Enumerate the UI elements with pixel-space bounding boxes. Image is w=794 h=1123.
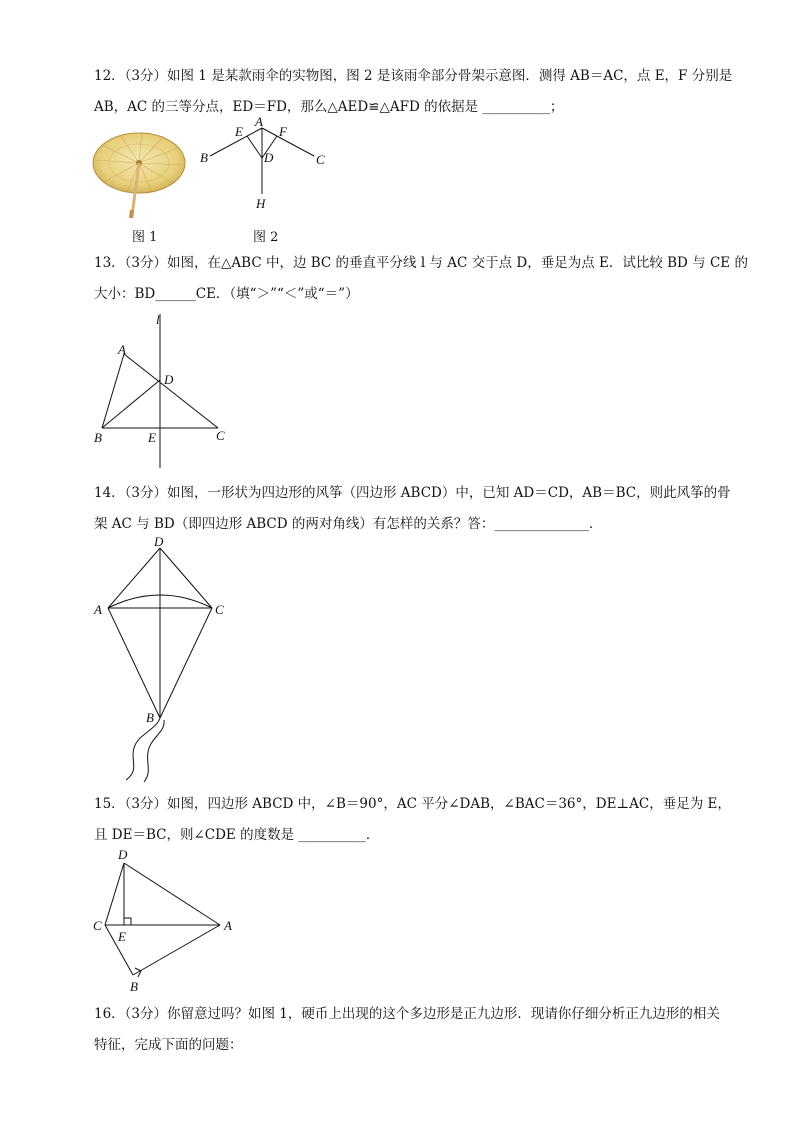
fig1-caption: 图 1 <box>132 230 158 245</box>
triangle-bisector-diagram <box>88 308 238 470</box>
label-D: D <box>264 150 274 165</box>
label-C: C <box>93 918 102 933</box>
label-l: l <box>156 312 160 327</box>
fig2-caption: 图 2 <box>253 230 279 245</box>
umbrella-skeleton-diagram <box>192 112 342 217</box>
label-C: C <box>216 428 225 443</box>
umbrella-photo <box>92 130 192 222</box>
label-B: B <box>130 979 138 994</box>
q15-text-line1: 15．（3分）如图，四边形 ABCD 中，∠B＝90°，AC 平分∠DAB，∠BAC＝36°，DE⊥AC，垂足为 E， <box>94 796 731 812</box>
q12-text-line1: 12．（3分）如图 1 是某款雨伞的实物图，图 2 是该雨伞部分骨架示意图．测得 AB＝AC，点 E，F 分别是 <box>94 68 733 84</box>
kite-diagram <box>88 534 238 784</box>
label-E: E <box>235 124 243 139</box>
label-B: B <box>200 150 208 165</box>
q16-text-line2: 特征，完成下面的问题： <box>94 1037 243 1053</box>
label-D: D <box>118 847 128 862</box>
label-A: A <box>255 114 263 129</box>
label-A: A <box>224 918 232 933</box>
label-E: E <box>118 929 126 944</box>
label-H: H <box>256 196 266 211</box>
q16-text-line1: 16．（3分）你留意过吗？如图 1，硬币上出现的这个多边形是正九边形．现请你仔细分析正九边形的相关 <box>94 1006 720 1022</box>
label-D: D <box>154 534 164 549</box>
q12-text-line2: AB，AC 的三等分点，ED＝FD，那么△AED≌△AFD 的依据是 __________； <box>94 99 564 115</box>
quadrilateral-diagram <box>88 845 248 995</box>
label-B: B <box>94 430 102 445</box>
label-A: A <box>118 342 126 357</box>
label-E: E <box>148 430 156 445</box>
label-F: F <box>279 124 287 139</box>
q14-text-line2: 架 AC 与 BD（即四边形 ABCD 的两对角线）有怎样的关系？答：______________． <box>94 516 603 532</box>
label-A: A <box>94 602 102 617</box>
q13-text-line1: 13．（3分）如图，在△ABC 中，边 BC 的垂直平分线 l 与 AC 交于点 D，垂足为点 E．试比较 BD 与 CE 的 <box>94 255 748 271</box>
q13-text-line2: 大小：BD______CE．（填“＞”“＜”或“＝”） <box>94 286 359 302</box>
label-C: C <box>215 602 224 617</box>
label-B: B <box>146 710 154 725</box>
q14-text-line1: 14．（3分）如图，一形状为四边形的风筝（四边形 ABCD）中，已知 AD＝CD，AB＝BC，则此风筝的骨 <box>94 485 731 501</box>
label-C: C <box>316 152 325 167</box>
label-D: D <box>164 372 174 387</box>
q15-text-line2: 且 DE＝BC，则∠CDE 的度数是 __________． <box>94 827 380 843</box>
